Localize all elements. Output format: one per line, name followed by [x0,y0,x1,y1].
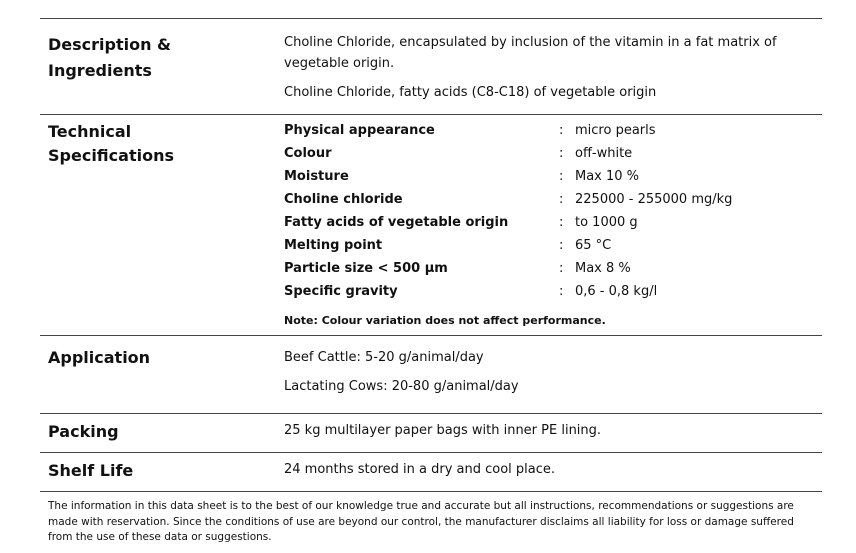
shelf-life-text: 24 months stored in a dry and cool place. [284,462,556,477]
spec-separator: : [559,215,564,230]
spec-value: Max 10 % [575,169,640,184]
spec-label: Physical appearance [284,123,435,138]
spec-label: Moisture [284,169,349,184]
spec-row [284,165,804,188]
section-heading-application: Application [48,348,151,367]
technical-heading-line2: Specifications [48,146,174,165]
spec-separator: : [559,261,564,276]
spec-label: Melting point [284,238,383,253]
divider-description [40,114,822,115]
spec-value: to 1000 g [575,215,638,230]
section-heading-packing: Packing [48,422,119,441]
spec-label: Fatty acids of vegetable origin [284,215,509,230]
spec-row [284,257,804,280]
spec-row [284,211,804,234]
section-heading-description: Description & Ingredients [48,35,172,80]
spec-note: Note: Colour variation does not affect performance. [284,314,606,327]
divider-top [40,18,822,19]
spec-row [284,142,804,165]
spec-separator: : [559,169,564,184]
spec-label: Particle size < 500 µm [284,261,448,276]
spec-value: 65 °C [575,238,612,253]
technical-heading-line1: Technical [48,122,132,141]
spec-row [284,234,804,257]
disclaimer-text: The information in this data sheet is to the best of our knowledge true and accurate but all instructions, recommendations or suggestions are made with reservation. Since the conditions of use are beyond our control, the manufacturer disclaims all liability for loss or damage suffered from the use of these data or suggestions. [48,500,794,543]
spec-value: off-white [575,146,633,161]
spec-separator: : [559,192,564,207]
spec-value: 0,6 - 0,8 kg/l [575,284,658,299]
description-text: Choline Chloride, encapsulated by inclusion of the vitamin in a fat matrix of vegetable origin. [284,35,777,71]
spec-value: 225000 - 255000 mg/kg [575,192,733,207]
spec-row [284,119,804,142]
spec-value: micro pearls [575,123,656,138]
ingredients-text: Choline Chloride, fatty acids (C8-C18) of vegetable origin [284,85,657,100]
spec-value: Max 8 % [575,261,631,276]
packing-text: 25 kg multilayer paper bags with inner PE lining. [284,423,602,438]
spec-separator: : [559,123,564,138]
spec-label: Specific gravity [284,284,398,299]
spec-label: Colour [284,146,332,161]
spec-separator: : [559,284,564,299]
divider-application [40,413,822,414]
spec-row [284,280,804,303]
spec-label: Choline chloride [284,192,403,207]
application-beef-cattle: Beef Cattle: 5-20 g/animal/day [284,350,484,365]
divider-packing [40,452,822,453]
spec-separator: : [559,238,564,253]
divider-technical [40,335,822,336]
spec-row [284,188,804,211]
section-heading-technical [48,120,174,168]
application-lactating-cows: Lactating Cows: 20-80 g/animal/day [284,379,519,394]
section-heading-shelf-life: Shelf Life [48,461,134,480]
spec-separator: : [559,146,564,161]
divider-shelf-life [40,491,822,492]
